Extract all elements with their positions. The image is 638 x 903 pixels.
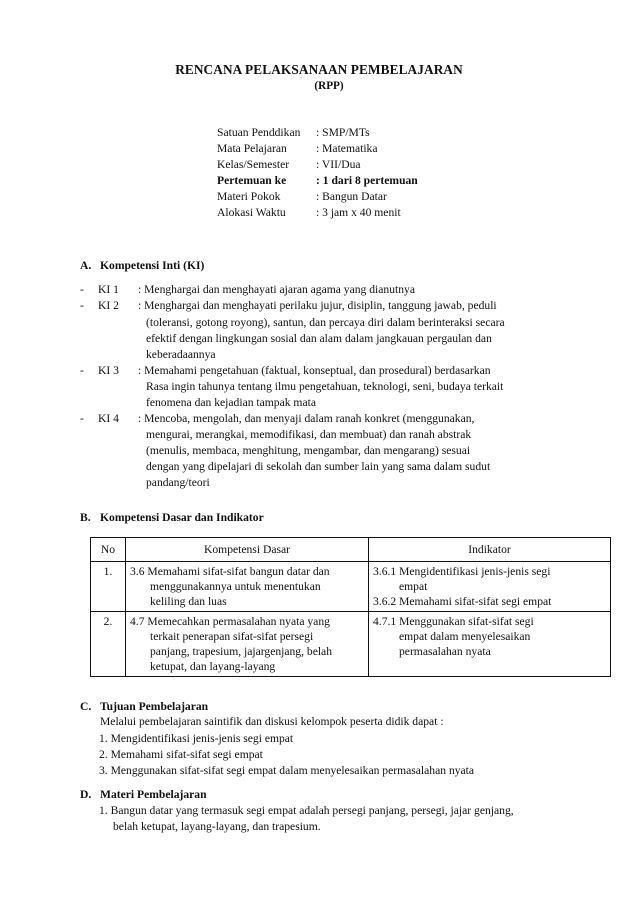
section-letter: A.	[80, 259, 92, 272]
identity-row-time	[217, 205, 418, 221]
identity-row-class	[217, 157, 418, 173]
indicator-line: 3.6.1 Mengidentifikasi jenis-jenis segi	[373, 565, 551, 578]
ki-dash: -	[80, 412, 84, 425]
header-no: No	[91, 538, 126, 562]
ki-text-line: : Menghargai dan menghayati perilaku jujur, disiplin, tanggung jawab, peduli	[138, 299, 497, 312]
objective-intro: Melalui pembelajaran saintifik dan diskusi kelompok peserta didik dapat :	[100, 715, 444, 728]
kd-line: keliling dan luas	[150, 595, 227, 608]
objective-item: 3. Menggunakan sifat-sifat segi empat dalam menyelesaikan permasalahan nyata	[99, 764, 475, 777]
kd-line: menggunakannya untuk menentukan	[150, 580, 321, 593]
material-item-line: belah ketupat, layang-layang, dan trapesium.	[113, 820, 321, 833]
identity-row-topic	[217, 189, 418, 205]
indicator-cell	[369, 612, 611, 677]
identity-value: : 3 jam x 40 menit	[316, 206, 401, 219]
indicator-line: empat	[399, 580, 428, 593]
document-subtitle	[0, 79, 638, 94]
ki-code: KI 4	[98, 412, 119, 425]
material-item-line: 1. Bangun datar yang termasuk segi empat adalah persegi panjang, persegi, jajar genjang,	[99, 804, 514, 817]
kd-line: ketupat, dan layang-layang	[150, 660, 276, 673]
kd-cell	[126, 562, 369, 612]
section-title: Materi Pembelajaran	[100, 788, 207, 801]
ki-text-line: : Menghargai dan menghayati ajaran agama yang dianutnya	[138, 283, 415, 296]
ki-code: KI 3	[98, 364, 119, 377]
section-b-heading	[80, 510, 264, 525]
ki-text-line: : Mencoba, mengolah, dan menyaji dalam ranah konkret (menggunakan,	[138, 412, 475, 425]
identity-label: Alokasi Waktu	[217, 206, 286, 219]
kd-line: terkait penerapan sifat-sifat persegi	[150, 630, 314, 643]
identity-label: Materi Pokok	[217, 190, 281, 203]
document-title: RENCANA PELAKSANAAN PEMBELAJARAN	[175, 62, 463, 77]
kd-line: 4.7 Memecahkan permasalahan nyata yang	[130, 615, 330, 628]
section-title: Kompetensi Inti (KI)	[100, 259, 205, 272]
identity-value: : 1 dari 8 pertemuan	[316, 174, 418, 187]
identity-label: Pertemuan ke	[217, 174, 287, 187]
ki-text-line: keberadaannya	[146, 348, 216, 361]
table-header-row	[91, 538, 611, 562]
ki-text-line: pandang/teori	[146, 476, 210, 489]
section-letter: D.	[80, 788, 92, 801]
ki-text-line: dengan yang dipelajari di sekolah dan sumber lain yang sama dalam sudut	[146, 460, 491, 473]
indicator-cell	[369, 562, 611, 612]
identity-value: : SMP/MTs	[316, 126, 370, 139]
header-indicator: Indikator	[369, 538, 611, 562]
table-row	[91, 612, 611, 677]
identity-row-meeting	[217, 173, 418, 189]
objective-item: 2. Memahami sifat-sifat segi empat	[99, 748, 263, 761]
competency-table	[90, 537, 611, 677]
ki-code: KI 2	[98, 299, 119, 312]
section-c-heading	[80, 699, 208, 714]
section-title: Tujuan Pembelajaran	[100, 700, 209, 713]
ki-dash: -	[80, 364, 84, 377]
ki-text-line: Rasa ingin tahunya tentang ilmu pengetahuan, teknologi, seni, budaya terkait	[146, 380, 504, 393]
ki-text-line: fenomena dan kejadian tampak mata	[146, 396, 316, 409]
identity-label: Kelas/Semester	[217, 158, 290, 171]
ki-text-line: efektif dengan lingkungan sosial dan alam dalam jangkauan pergaulan dan	[146, 332, 492, 345]
identity-value: : Matematika	[316, 142, 378, 155]
kd-line: panjang, trapesium, jajargenjang, belah	[150, 645, 333, 658]
identity-block	[217, 125, 418, 221]
section-title: Kompetensi Dasar dan Indikator	[100, 511, 264, 524]
ki-dash: -	[80, 299, 84, 312]
ki-text-line: : Memahami pengetahuan (faktual, konseptual, dan prosedural) berdasarkan	[138, 364, 491, 377]
ki-text-line: (menulis, membaca, menghitung, mengambar, dan mengarang) sesuai	[146, 444, 471, 457]
indicator-line: 3.6.2 Memahami sifat-sifat segi empat	[373, 595, 552, 608]
kd-line: 3.6 Memahami sifat-sifat bangun datar dan	[130, 565, 330, 578]
row-number: 1.	[91, 562, 126, 612]
row-number: 2.	[91, 612, 126, 677]
ki-text-line: mengurai, merangkai, memodifikasi, dan membuat) dan ranah abstrak	[146, 428, 472, 441]
indicator-line: empat dalam menyelesaikan	[399, 630, 531, 643]
ki-dash: -	[80, 283, 84, 296]
section-a-heading	[80, 258, 204, 273]
ki-code: KI 1	[98, 283, 119, 296]
identity-row-subject	[217, 141, 418, 157]
section-d-heading	[80, 787, 207, 802]
table-row	[91, 562, 611, 612]
objective-item: 1. Mengidentifikasi jenis-jenis segi empat	[99, 732, 294, 745]
kd-cell	[126, 612, 369, 677]
section-letter: C.	[80, 700, 92, 713]
section-letter: B.	[80, 511, 91, 524]
subtitle-text: (RPP)	[314, 80, 344, 92]
identity-value: : VII/Dua	[316, 158, 361, 171]
identity-label: Mata Pelajaran	[217, 142, 287, 155]
indicator-line: permasalahan nyata	[399, 645, 491, 658]
identity-label: Satuan Penddikan	[217, 126, 301, 139]
indicator-line: 4.7.1 Menggunakan sifat-sifat segi	[373, 615, 534, 628]
ki-text-line: (toleransi, gotong royong), santun, dan percaya diri dalam berinteraksi secara	[146, 316, 505, 329]
identity-row-school	[217, 125, 418, 141]
identity-value: : Bangun Datar	[316, 190, 387, 203]
header-kd: Kompetensi Dasar	[126, 538, 369, 562]
